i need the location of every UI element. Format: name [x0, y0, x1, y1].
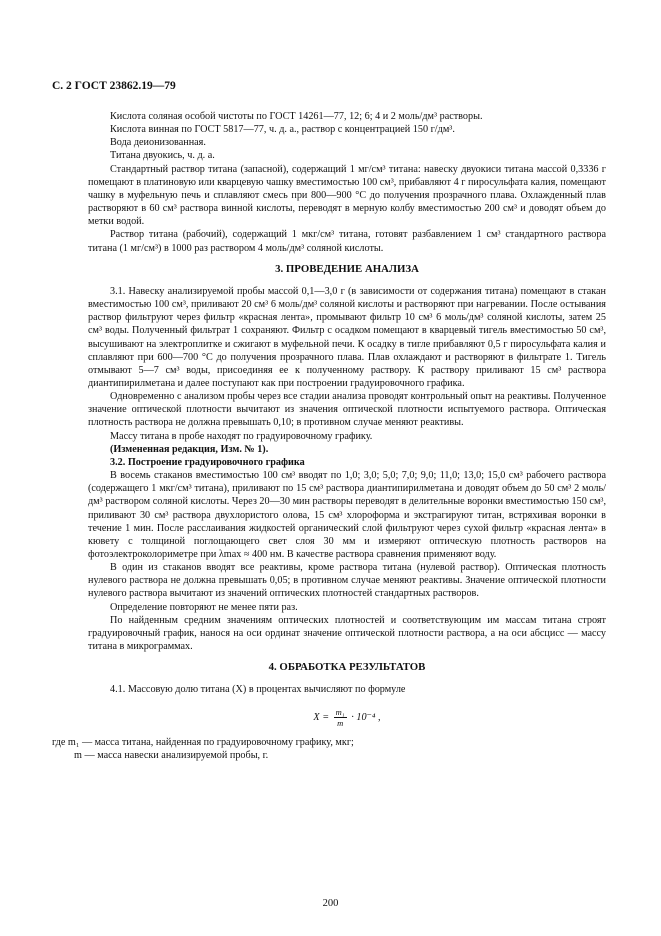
formula-rhs: · 10⁻⁴ ,	[351, 711, 381, 723]
subsection-heading: 3.2. Построение градуировочного графика	[110, 456, 305, 468]
paragraph: В один из стаканов вводят все реактивы, кроме раствора титана (нулевой раствор). Оптическая плотность нулевого раствора не должна превышать 0,05; в противном случае меняют реактивы. Значение оптической плотности нулевого раствора вычитают из значений оптических плотностей стандартных растворов.	[88, 562, 606, 600]
paragraph: Раствор титана (рабочий), содержащий 1 мкг/см³ титана, готовят разбавлением 1 см³ стандартного раствора титана (1 мг/см³) в 1000 раз раствором 4 моль/дм³ соляной кислоты.	[88, 229, 606, 254]
amendment-note: (Измененная редакция, Изм. № 1).	[110, 443, 269, 455]
page-number: 200	[322, 898, 339, 909]
section-heading: 4. ОБРАБОТКА РЕЗУЛЬТАТОВ	[268, 661, 426, 674]
paragraph: Одновременно с анализом пробы через все стадии анализа проводят контрольный опыт на реактивы. Полученное значение оптической плотности вычитают из значения оптической плотности испытуемого раствора. Оптическая плотность раствора не должна превышать 0,10; в противном случае меняют реактивы.	[88, 391, 606, 429]
formula	[88, 707, 606, 728]
paragraph: Кислота винная по ГОСТ 5817—77, ч. д. а., раствор с концентрацией 150 г/дм³.	[110, 124, 455, 136]
page-header: С. 2 ГОСТ 23862.19—79	[52, 80, 176, 92]
paragraph: Титана двуокись, ч. д. а.	[110, 150, 215, 162]
paragraph: Кислота соляная особой чистоты по ГОСТ 14261—77, 12; 6; 4 и 2 моль/дм³ растворы.	[110, 111, 483, 122]
paragraph: По найденным средним значениям оптических плотностей и соответствующим им массам титана строят градуировочный график, нанося на оси ординат значение оптической плотности раствора, а на оси абсцисс — массу титана в микрограммах.	[88, 614, 606, 653]
formula-denominator: m	[337, 717, 344, 728]
paragraph: Определение повторяют не менее пяти раз.	[110, 601, 298, 613]
document-body	[52, 110, 606, 762]
paragraph: Стандартный раствор титана (запасной), содержащий 1 мг/см³ титана: навеску двуокиси титана массой 0,3336 г помещают в платиновую или кварцевую чашку вместимостью 100 см³, прибавляют 4 г пиросульфата калия, помещают чашку в муфельную печь и сплавляют смесь при 800—900 °С до получения прозрачного плава. Охлажденный плав растворяют в 60 см³ раствора винной кислоты, переводят в мерную колбу вместимостью 200 см³ и доводят объем до метки водой.	[88, 163, 606, 228]
section-heading: 3. ПРОВЕДЕНИЕ АНАЛИЗА	[275, 262, 419, 275]
formula-fraction	[334, 707, 347, 728]
paragraph: 3.1. Навеску анализируемой пробы массой 0,1—3,0 г (в зависимости от содержания титана) помещают в стакан вместимостью 100 см³, приливают 20 см³ 6 моль/дм³ соляной кислоты и растворяют при нагревании. После остывания раствор фильтруют через фильтр «красная лента», промывают фильтр 10 см³ 6 моль/дм³ соляной кислоты, затем 25 см³ воды. Полученный фильтрат 1 сохраняют. Фильтр с осадком помещают в кварцевый тигель вместимостью 50 см³, высушивают на электроплитке и сжигают в муфельной печи. К осадку в тигле прибавляют 0,5 г пиросульфата калия и сплавляют при 600—700 °С до получения прозрачного плава. Плав охлаждают и растворяют в фильтрате 1. Тигель отмывают 5—7 см³ воды, присоединяя ее к полученному раствору. К раствору приливают 15 см³ раствора диантипирилметана и далее поступают как при построении градуировочного графика.	[88, 285, 606, 389]
formula-numerator: m₁	[335, 706, 345, 717]
paragraph: Вода деионизованная.	[110, 137, 206, 149]
paragraph: 4.1. Массовую долю титана (X) в процентах вычисляют по формуле	[110, 684, 406, 696]
paragraph: В восемь стаканов вместимостью 100 см³ вводят по 1,0; 3,0; 5,0; 7,0; 9,0; 11,0; 13,0; 15,0 см³ рабочего раствора (содержащего 1 мкг/см³ титана), приливают по 15 см³ раствора диантипирилметана и доводят объем до 50 см³ 2 моль/дм³ раствором соляной кислоты. Через 20—30 мин растворы переводят в делительные воронки вместимостью 150 см³, приливают 30 см³ раствора двухлористого олова, 15 см³ хлороформа и экстрагируют титан, встряхивая воронки в течение 1 мин. После расслаивания жидкостей органический слой фильтруют через сухой фильтр «красная лента» в кювету с толщиной поглощающего свет слоя 30 мм и измеряют оптическую плотность растворов на фотоэлектроколориметре при λmax ≈ 400 нм. В качестве раствора сравнения применяют воду.	[88, 470, 606, 560]
variable-definition: m — масса навески анализируемой пробы, г.	[74, 749, 269, 761]
formula-lhs: X =	[313, 711, 330, 723]
paragraph: Массу титана в пробе находят по градуировочному графику.	[110, 430, 373, 442]
variable-definition: где m₁ — масса титана, найденная по градуировочному графику, мкг;	[52, 736, 354, 748]
